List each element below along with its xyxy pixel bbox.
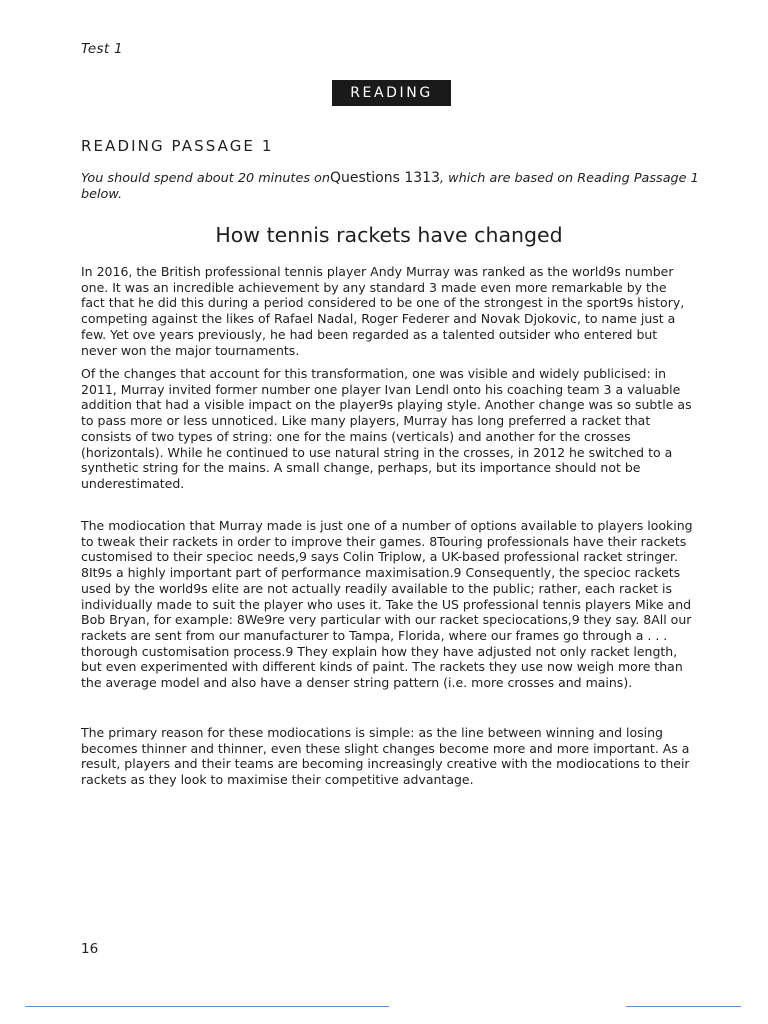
passage-paragraph-1: In 2016, the British professional tennis player Andy Murray was ranked as the world9s number one. It was an incredible achievement by any standard 3 made even more remarkable by the fact that he did this during a period considered to be one of the strongest in the sport9s history, competing against the likes of Rafael Nadal, Roger Federer and Novak Djokovic, to name just a few. Yet ove years previously, he had been regarded as a talented outsider who entered but never won the major tournaments.	[81, 264, 685, 358]
footer-rule-right	[626, 1006, 741, 1007]
footer-rule-left	[25, 1006, 389, 1007]
running-header-test-label: Test 1	[81, 41, 123, 57]
passage-instructions	[81, 170, 701, 203]
page-number: 16	[81, 941, 99, 957]
instructions-question-range: Questions 1313	[330, 170, 440, 186]
passage-paragraph-2: Of the changes that account for this transformation, one was visible and widely publicised: in 2011, Murray invited former number one player Ivan Lendl onto his coaching team 3 a valuable addition that had a visible impact on the player9s playing style. Another change was so subtle as to pass more or less unnoticed. Like many players, Murray has long preferred a racket that consists of two types of string: one for the mains (verticals) and another for the crosses (horizontals). While he continued to use natural string in the crosses, in 2012 he switched to a synthetic string for the mains. A small change, perhaps, but its importance should not be underestimated.	[81, 366, 692, 491]
instructions-text-after: , which are based on Reading Passage 1 below.	[81, 171, 699, 202]
passage-paragraph-4: The primary reason for these modiocations is simple: as the line between winning and losing becomes thinner and thinner, even these slight changes become more and more important. As a result, players and their teams are becoming increasingly creative with the modiocations to their rackets as they look to maximise their competitive advantage.	[81, 725, 690, 788]
instructions-text-before: You should spend about 20 minutes on	[81, 171, 330, 186]
section-badge-reading: READING	[332, 80, 451, 106]
passage-title: How tennis rackets have changed	[215, 223, 563, 247]
passage-heading: READING PASSAGE 1	[81, 137, 274, 155]
passage-paragraph-3: The modiocation that Murray made is just one of a number of options available to players looking to tweak their rackets in order to improve their games. 8Touring professionals have their rackets customised to their specioc needs,9 says Colin Triplow, a UK-based professional racket stringer. 8It9s a highly important part of performance maximisation.9 Consequently, the specioc rackets used by the world9s elite are not actually readily available to the public; rather, each racket is individually made to suit the player who uses it. Take the US professional tennis players Mike and Bob Bryan, for example: 8We9re very particular with our racket speciocations,9 they say. 8All our rackets are sent from our manufacturer to Tampa, Florida, where our frames go through a . . . thorough customisation process.9 They explain how they have adjusted not only racket length, but even experimented with different kinds of paint. The rackets they use now weigh more than the average model and also have a denser string pattern (i.e. more crosses and mains).	[81, 518, 693, 691]
